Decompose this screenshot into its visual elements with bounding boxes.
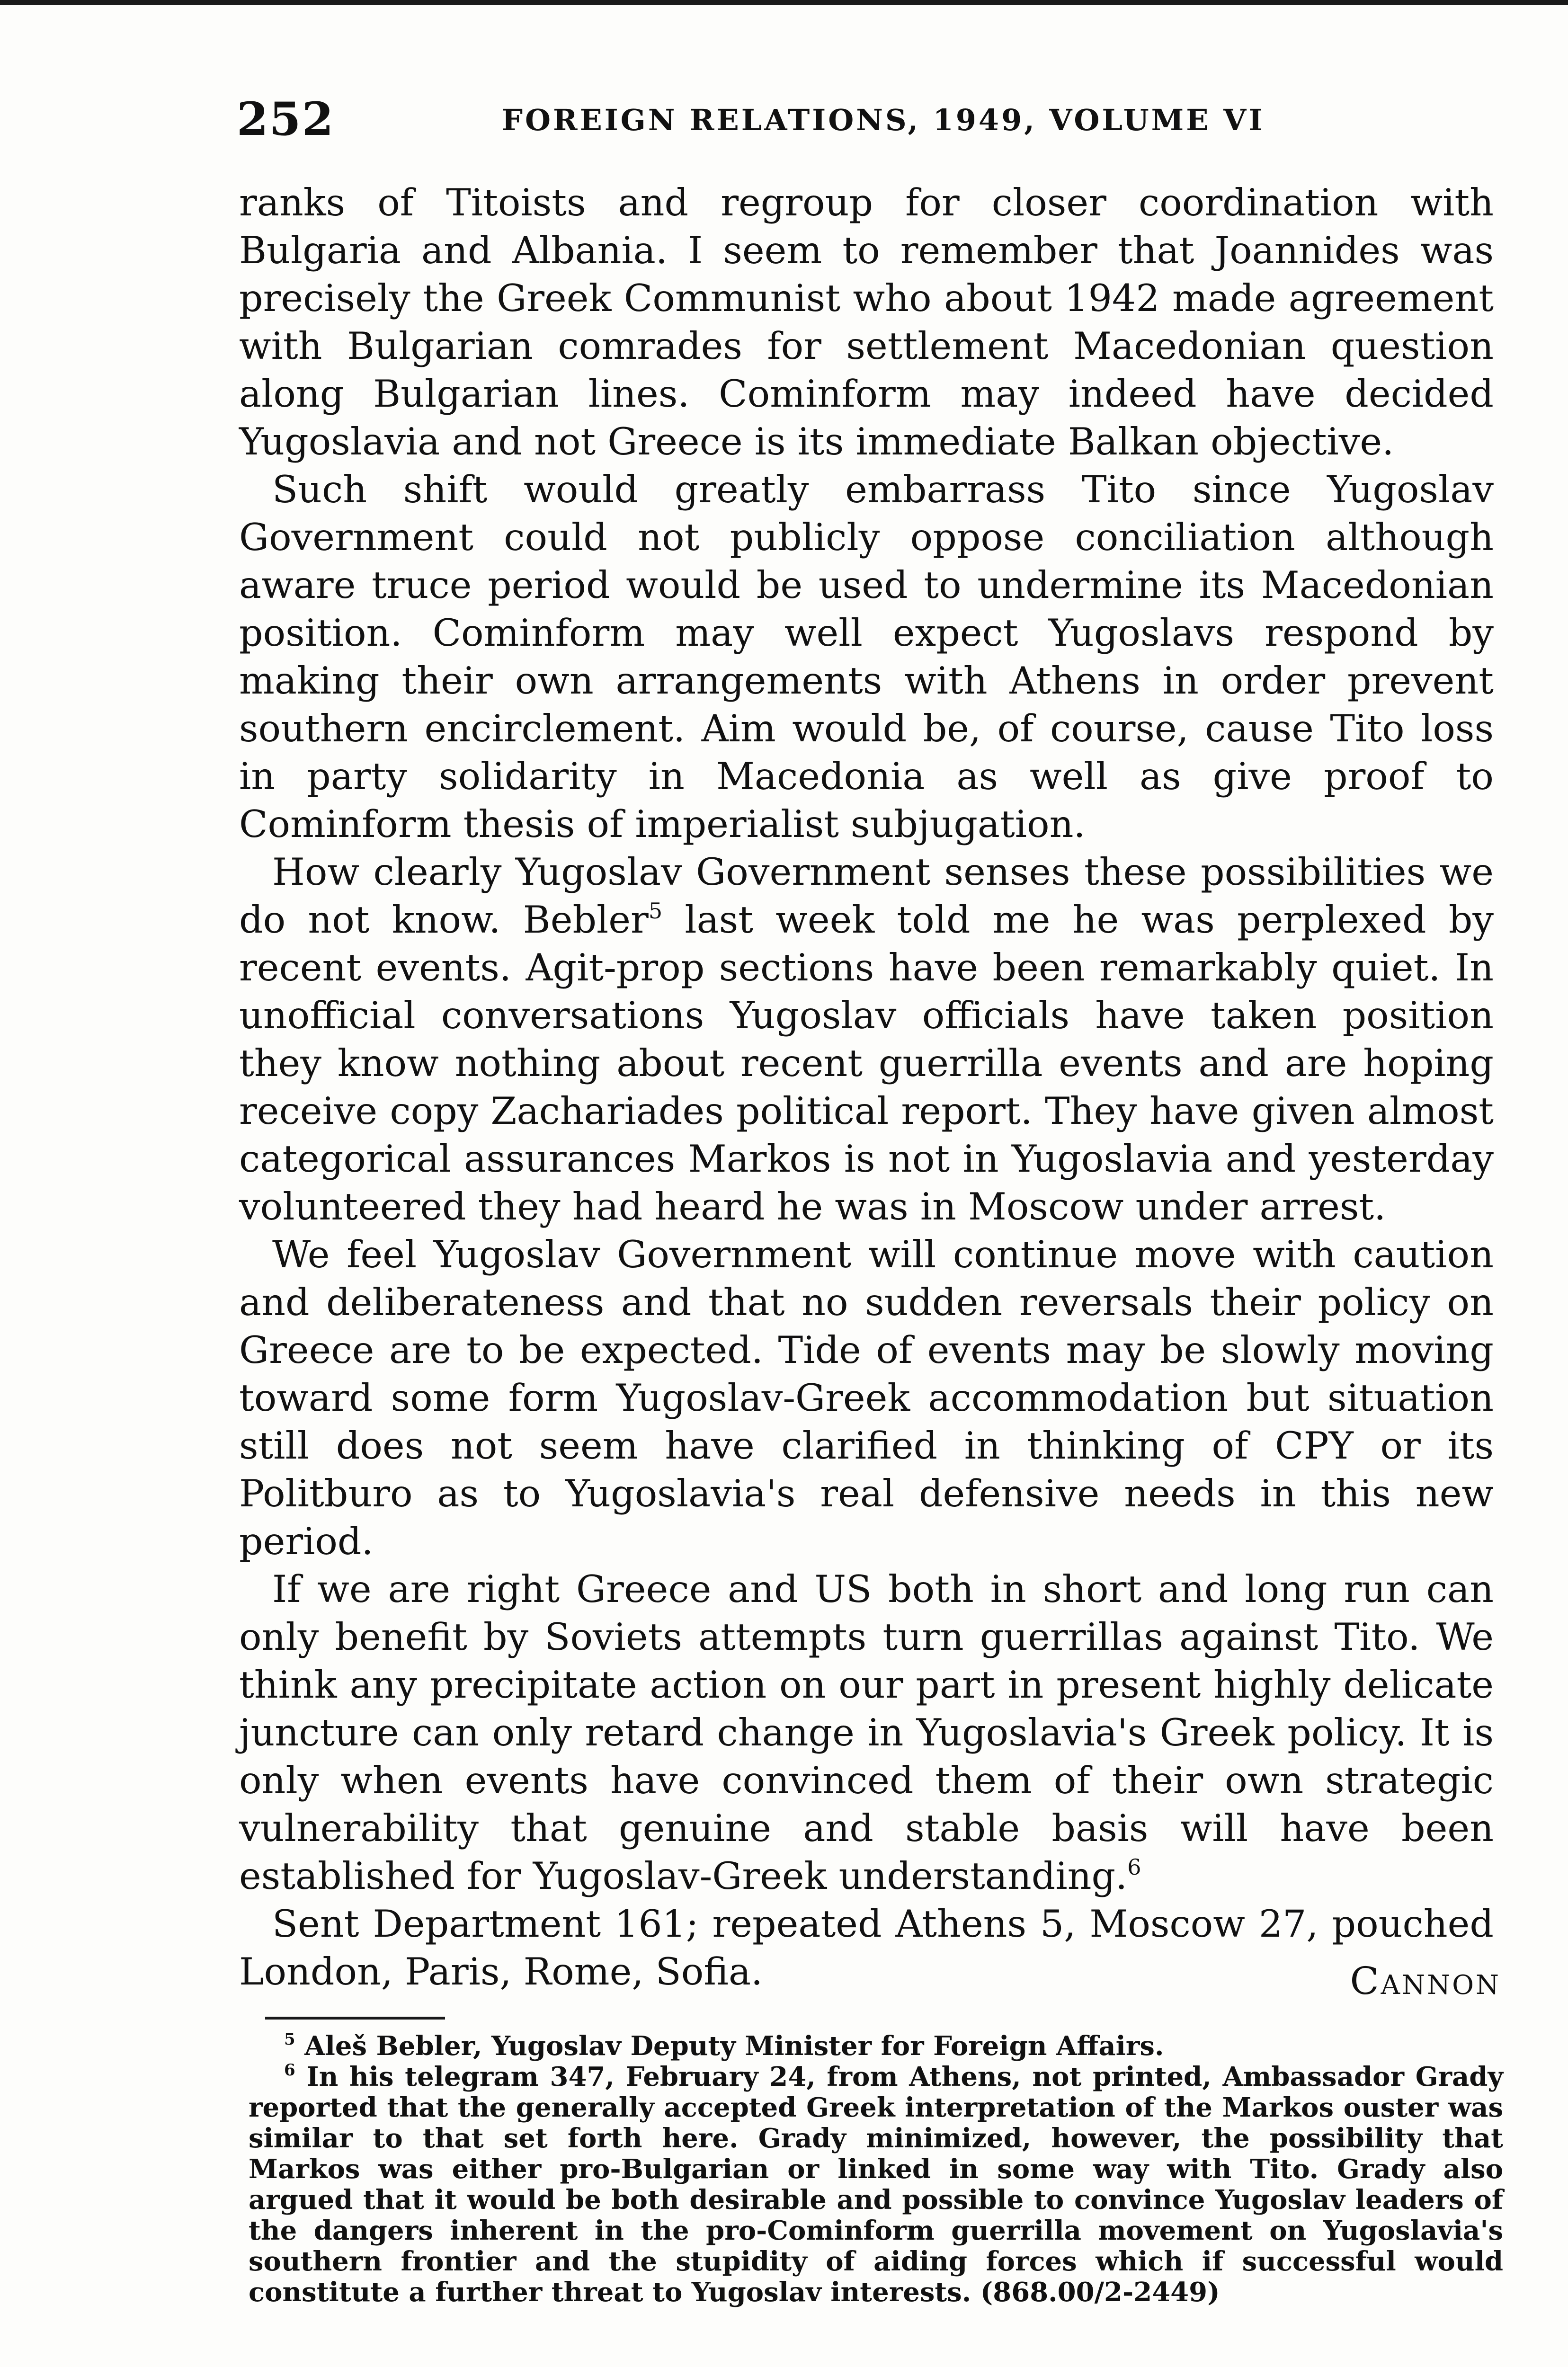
footnotes [249,2031,1503,2308]
signature [1231,1959,1501,2003]
paragraph-2: Such shift would greatly embarrass Tito since Yugoslav Government could not publicly oppose conciliation although aware truce period would be used to undermine its Macedonian position. Cominform may well expect Yugoslavs respond by making their own arrangements with Athens in order prevent southern encirclement. Aim would be, of course, cause Tito loss in party solidarity in Macedonia as well as give proof to Cominform thesis of imperialist subjugation. [239,468,1494,846]
body-text [239,179,1494,1996]
paragraph-5-text-before: If we are right Greece and US both in short and long run can only benefit by Soviets attempts turn guerrillas against Tito. We think any precipitate action on our part in present highly delicate juncture can only retard change in Yugoslavia's Greek policy. It is only when events have convinced them of their own strategic vulnerability that genuine and stable basis will have been established for Yugoslav-Greek understanding. [239,1567,1494,1898]
paragraph-5 [239,1566,1494,1900]
top-edge-rule [0,0,1568,5]
footnote-5-marker: 5 [284,2030,295,2049]
paragraph-3-text-after: last week told me he was perplexed by recent events. Agit-prop sections have been remarkably quiet. In unofficial conversations Yugoslav officials have taken position they know nothing about recent guerrilla events and are hoping receive copy Zachariades political report. They have given almost categorical assurances Markos is not in Yugoslavia and yesterday volunteered they had heard he was in Moscow under arrest. [239,898,1494,1228]
paragraph-1: ranks of Titoists and regroup for closer coordination with Bulgaria and Albania. I seem to remember that Joannides was precisely the Greek Communist who about 1942 made agreement with Bulgarian comrades for settlement Macedonian question along Bulgarian lines. Cominform may indeed have decided Yugoslavia and not Greece is its immediate Balkan objective. [239,181,1494,463]
footnote-5 [249,2031,1503,2062]
running-head: FOREIGN RELATIONS, 1949, VOLUME VI [502,103,1265,137]
paragraph-4: We feel Yugoslav Government will continue move with caution and deliberateness and that no sudden reversals their policy on Greece are to be expected. Tide of events may be slowly moving toward some form Yugoslav-Greek accommodation but situation still does not seem have clarified in thinking of CPY or its Politburo as to Yugoslavia's real defensive needs in this new period. [239,1233,1494,1563]
page-number: 252 [237,92,335,146]
footnote-6 [249,2062,1503,2308]
footnote-ref-5: 5 [648,898,663,924]
footnote-ref-6: 6 [1127,1854,1141,1880]
footnote-6-text: In his telegram 347, February 24, from Athens, not printed, Ambassador Grady reported that the generally accepted Greek interpretation of the Markos ouster was similar to that set forth here. Grady minimized, however, the possibility that Markos was either pro-Bulgarian or linked in some way with Tito. Grady also argued that it would be both desirable and possible to convince Yugoslav leaders of the dangers inherent in the pro-Cominform guerrilla movement on Yugoslavia's southern frontier and the stupidity of aiding forces which if successful would constitute a further threat to Yugoslav interests. (868.00/2-2449) [249,2061,1503,2308]
paragraph-3-text-before: How clearly Yugoslav Government senses these possibilities we do not know. Bebler [239,850,1494,942]
footnote-divider [265,2017,445,2020]
page-header [237,92,1506,144]
footnote-5-text: Aleš Bebler, Yugoslav Deputy Minister for Foreign Affairs. [304,2030,1164,2062]
signature-text: Cannon [1350,1959,1501,2003]
paragraph-6: Sent Department 161; repeated Athens 5, Moscow 27, pouched London, Paris, Rome, Sofia. [239,1902,1494,1993]
footnote-6-marker: 6 [284,2061,295,2080]
paragraph-3 [239,848,1494,1231]
